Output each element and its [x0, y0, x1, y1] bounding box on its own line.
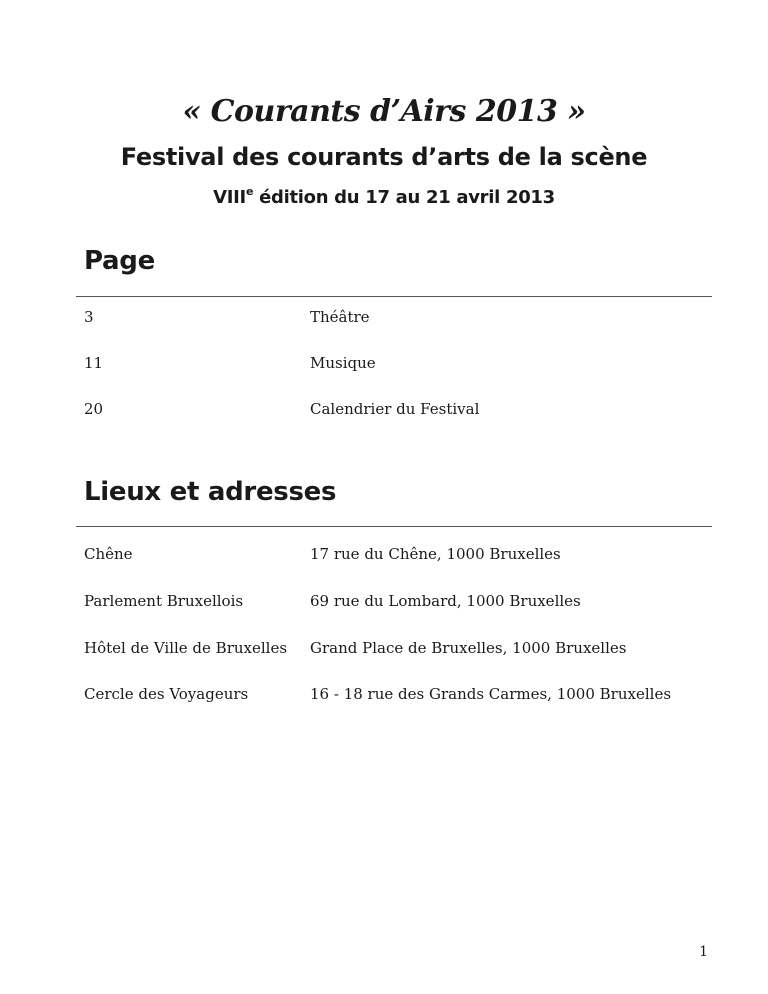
contents-section-title: Musique	[310, 354, 376, 372]
contents-section-title: Théâtre	[310, 308, 370, 326]
venue-address: 17 rue du Chêne, 1000 Bruxelles	[310, 545, 561, 563]
venues-heading: Lieux et adresses	[84, 477, 337, 507]
venue-row	[84, 637, 712, 659]
edition-superscript: e	[245, 185, 254, 198]
festival-subtitle: Festival des courants d’arts de la scène	[120, 143, 648, 171]
venue-address: Grand Place de Bruxelles, 1000 Bruxelles	[310, 639, 627, 657]
contents-section-title: Calendrier du Festival	[310, 400, 480, 418]
venue-address: 69 rue du Lombard, 1000 Bruxelles	[310, 592, 581, 610]
venue-row	[84, 590, 712, 612]
contents-row	[84, 398, 712, 420]
edition-roman: VIII	[213, 187, 246, 208]
contents-row	[84, 352, 712, 374]
venue-name: Cercle des Voyageurs	[84, 685, 249, 703]
contents-divider	[76, 296, 712, 297]
venue-name: Hôtel de Ville de Bruxelles	[84, 639, 288, 657]
venue-row	[84, 543, 712, 565]
contents-page-number: 11	[84, 354, 104, 372]
festival-title: « Courants d’Airs 2013 »	[182, 94, 586, 129]
contents-heading: Page	[84, 246, 155, 276]
edition-line	[0, 184, 768, 212]
edition-dates: édition du 17 au 21 avril 2013	[253, 187, 555, 208]
venue-name: Parlement Bruxellois	[84, 592, 244, 610]
contents-row	[84, 306, 712, 328]
venue-row	[84, 683, 712, 705]
venues-divider	[76, 526, 712, 527]
venue-address: 16 - 18 rue des Grands Carmes, 1000 Bruxelles	[310, 685, 672, 703]
page-number: 1	[699, 944, 708, 960]
contents-page-number: 3	[84, 308, 94, 326]
contents-page-number: 20	[84, 400, 104, 418]
venue-name: Chêne	[84, 545, 133, 563]
